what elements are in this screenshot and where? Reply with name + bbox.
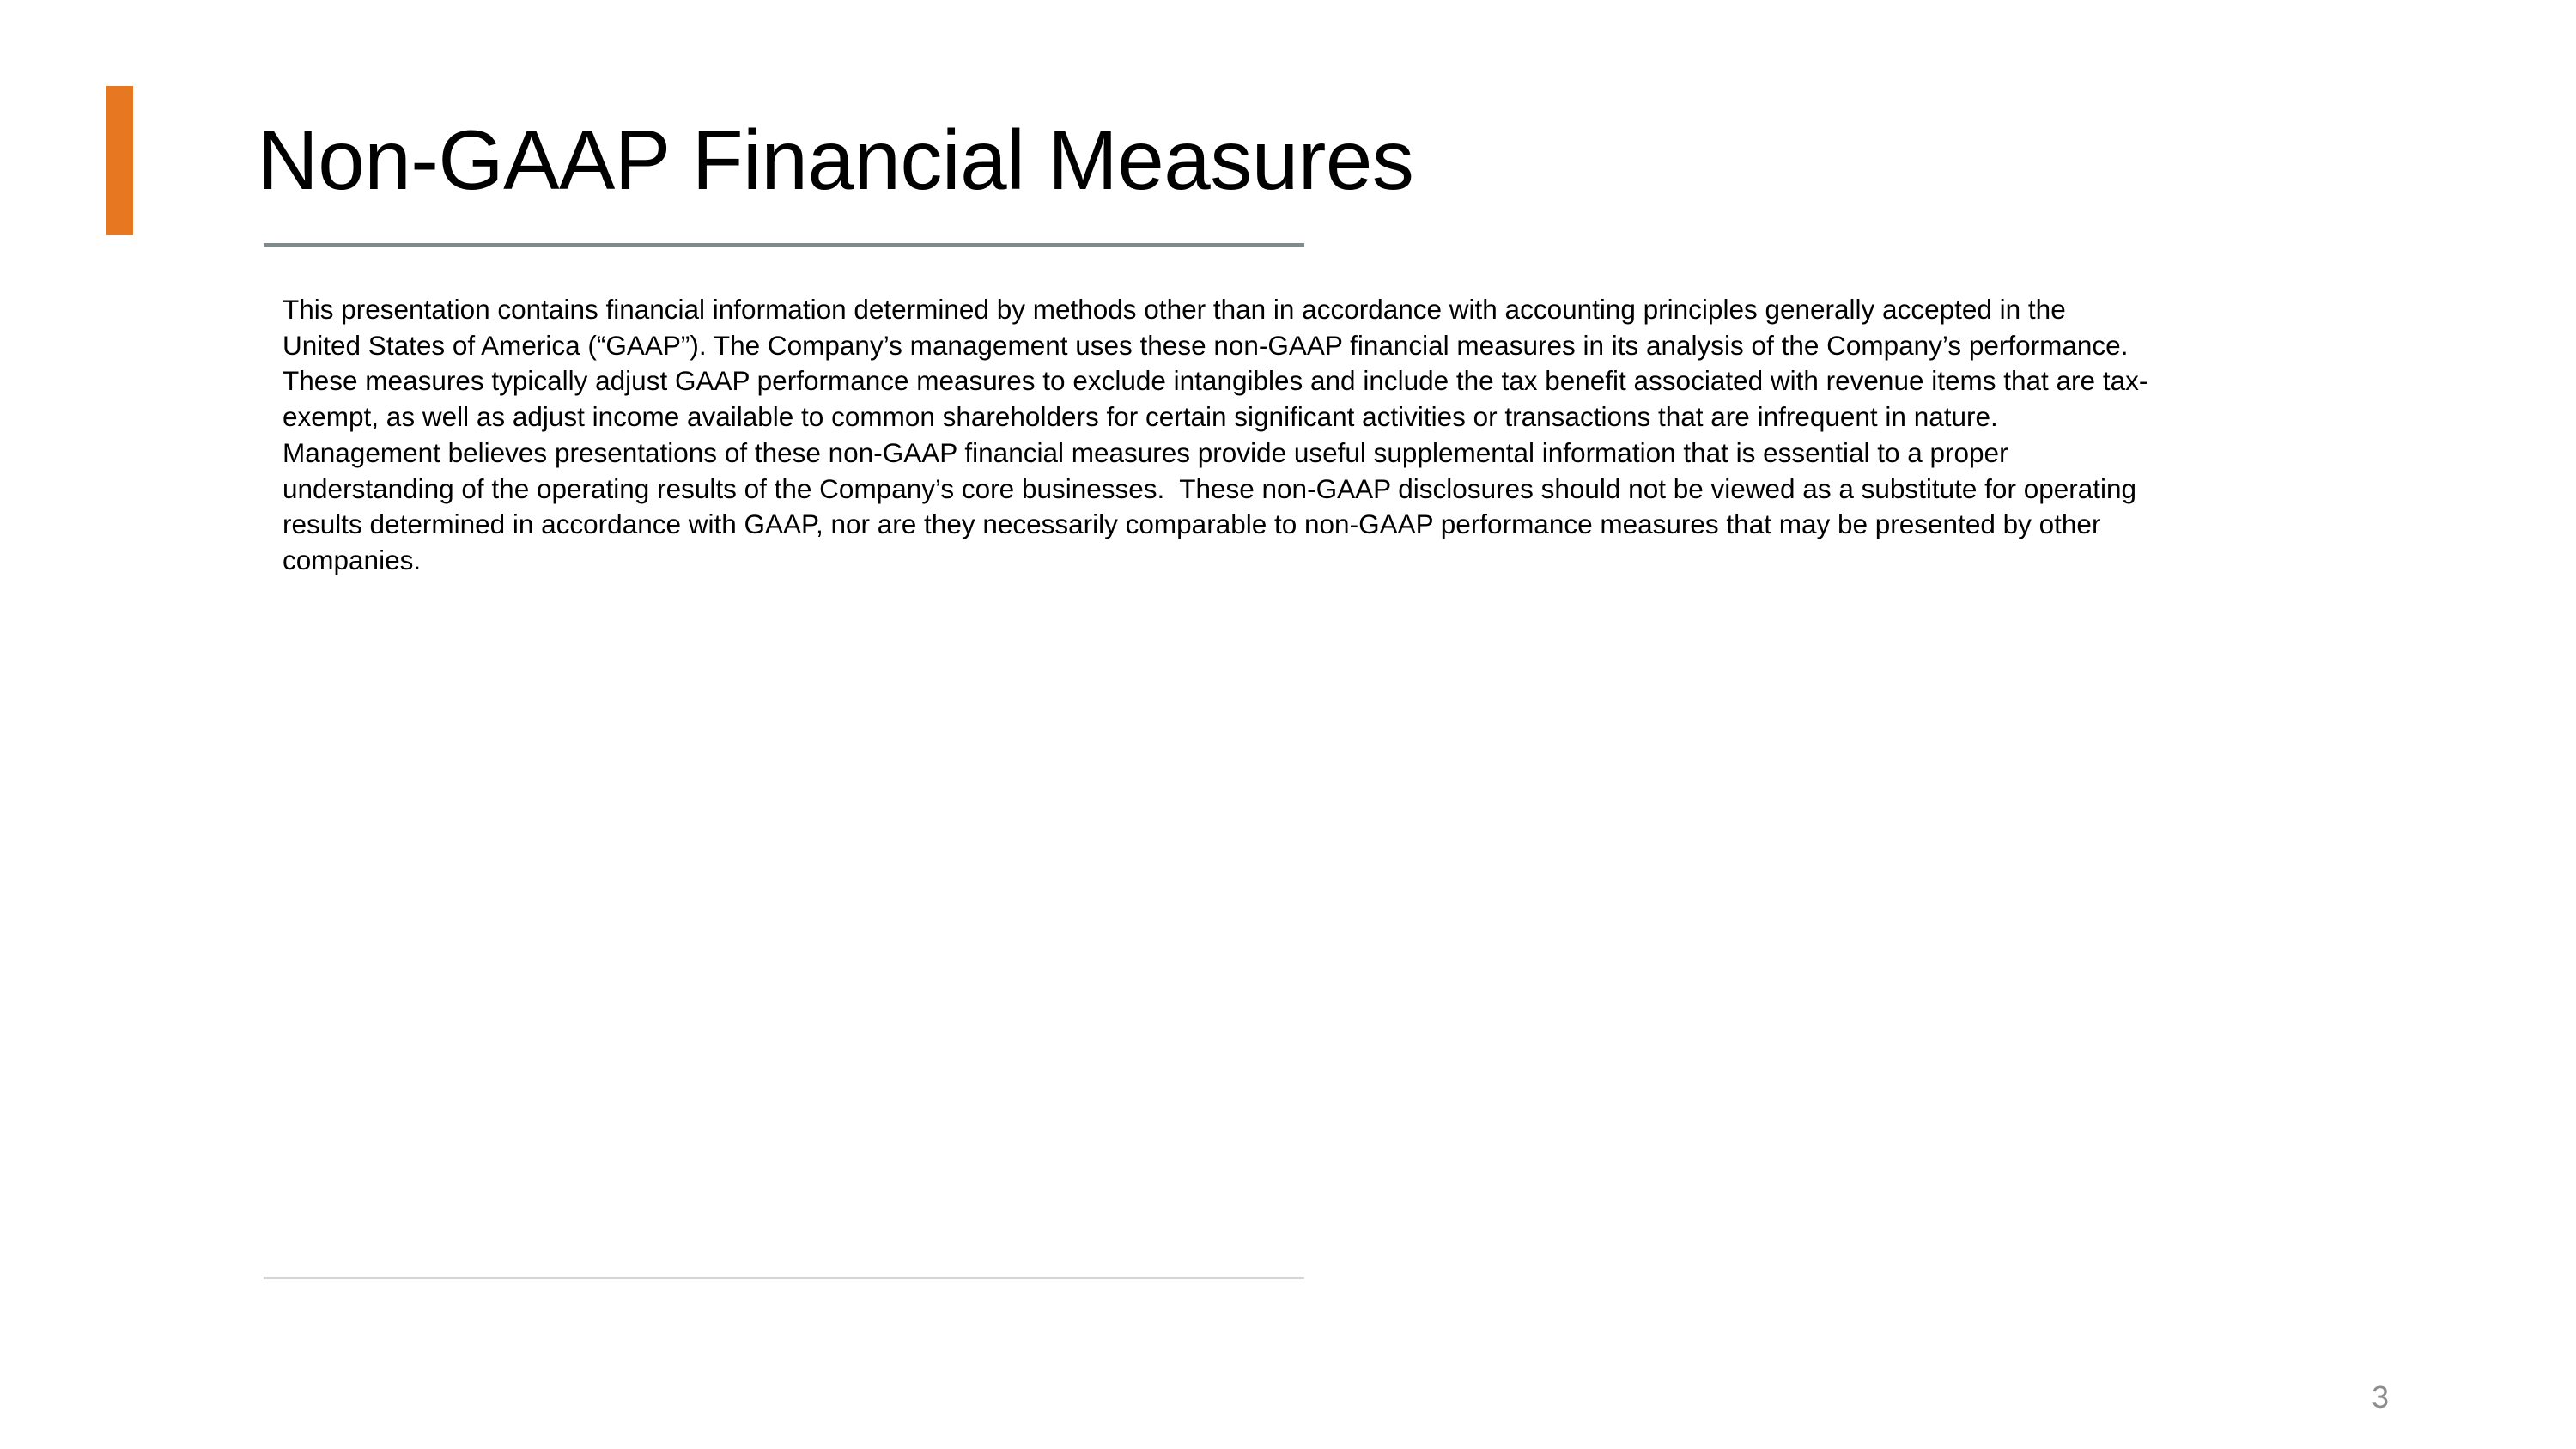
disclaimer-paragraph [283,292,2386,579]
paragraph-line: Management believes presentations of these non-GAAP financial measures provide useful supplemental information that is essential to a proper [283,436,2008,468]
paragraph-line: exempt, as well as adjust income available to common shareholders for certain significant activities or transactions that are infrequent in nature. [283,401,1998,433]
slide-title: Non-GAAP Financial Measures [258,113,1414,207]
paragraph-line: understanding of the operating results of the Company’s core businesses. These non-GAAP disclosures should not be viewed as a substitute for operating [283,472,2137,504]
paragraph-line: results determined in accordance with GAAP, nor are they necessarily comparable to non-GAAP performance measures that may be presented by other [283,508,2101,540]
paragraph-line: companies. [283,544,422,575]
page-number: 3 [2372,1379,2390,1415]
footer-divider [264,1277,1304,1279]
paragraph-line: United States of America (“GAAP”). The Company’s management uses these non-GAAP financial measures in its analysis of the Company’s performance. [283,329,2129,361]
title-divider [264,243,1304,247]
title-accent-bar [106,86,133,235]
paragraph-line: This presentation contains financial information determined by methods other than in accordance with accounting principles generally accepted in the [283,294,2066,325]
paragraph-line: These measures typically adjust GAAP performance measures to exclude intangibles and include the tax benefit associated with revenue items that are tax- [283,365,2148,397]
